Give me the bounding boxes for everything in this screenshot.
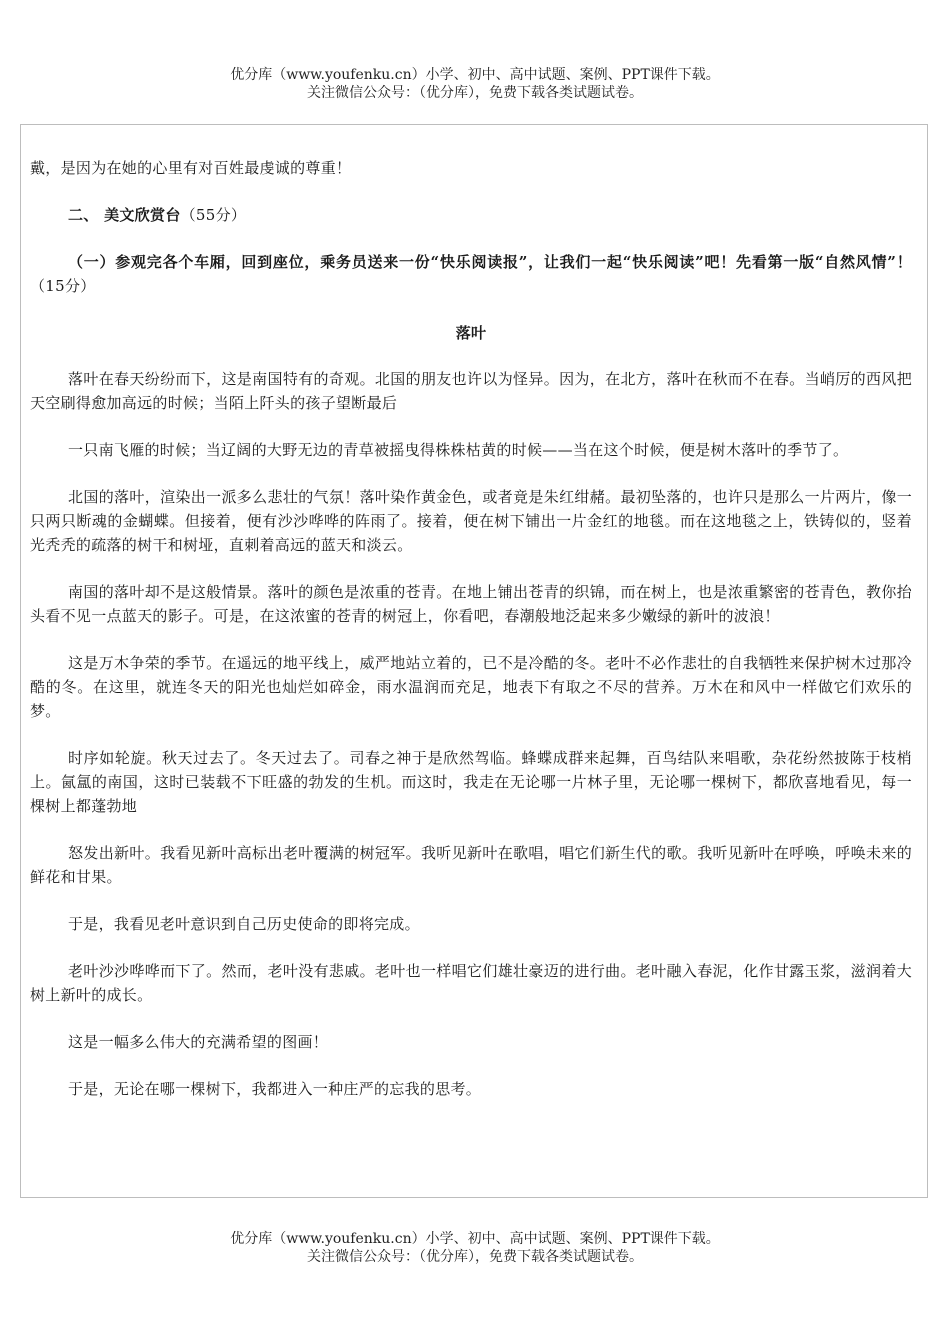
- paragraph: 时序如轮旋。秋天过去了。冬天过去了。司春之神于是欣然驾临。蜂蝶成群来起舞，百鸟结队来唱歌，杂花纷然披陈于枝梢上。氤氲的南国，这时已装载不下旺盛的勃发的生机。而这时，我走在无论哪一片林子里，无论哪一棵树下，都欣喜地看见，每一棵树上都蓬勃地: [30, 749, 912, 815]
- paragraph: 这是万木争荣的季节。在遥远的地平线上，威严地站立着的，已不是冷酷的冬。老叶不必作悲壮的自我牺牲来保护树木过那冷酷的冬。在这里，就连冬天的阳光也灿烂如碎金，雨水温润而充足，地表下有取之不尽的营养。万木在和风中一样做它们欢乐的梦。: [30, 654, 912, 720]
- header-line-2: 关注微信公众号：（优分库），免费下载各类试题试卷。: [307, 85, 643, 101]
- paragraph: 北国的落叶，渲染出一派多么悲壮的气氛！落叶染作黄金色，或者竟是朱红绀赭。最初坠落的，也许只是那么一片两片，像一只两只断魂的金蝴蝶。但接着，便有沙沙哗哗的阵雨了。接着，便在树下铺出一片金红的地毯。而在这地毯之上，铁铸似的，竖着光秃秃的疏落的树干和树垭，直刺着高远的蓝天和淡云。: [30, 488, 912, 554]
- paragraph: 这是一幅多么伟大的充满希望的图画！: [68, 1033, 329, 1051]
- section-heading-row: [30, 203, 912, 227]
- footer-line-2: 关注微信公众号：（优分库），免费下载各类试题试卷。: [307, 1249, 643, 1265]
- page-footer: [0, 1230, 950, 1266]
- paragraph: 南国的落叶却不是这般情景。落叶的颜色是浓重的苍青。在地上铺出苍青的织锦，而在树上，也是浓重繁密的苍青色，教你抬头看不见一点蓝天的影子。可是，在这浓蜜的苍青的树冠上，你看吧，春潮般地泛起来多少嫩绿的新叶的波浪！: [30, 583, 912, 625]
- part-instruction: （一）参观完各个车厢，回到座位，乘务员送来一份“快乐阅读报”，让我们一起“快乐阅读”吧！先看第一版“自然风情”！: [68, 253, 912, 271]
- paragraph: 落叶在春天纷纷而下，这是南国特有的奇观。北国的朋友也许以为怪异。因为，在北方，落叶在秋而不在春。当峭厉的西风把天空刷得愈加高远的时候；当陌上阡头的孩子望断最后: [30, 370, 912, 412]
- intro-tail: 戴，是因为在她的心里有对百姓最虔诚的尊重！: [30, 159, 352, 177]
- section-heading: 二、 美文欣赏台: [68, 206, 181, 224]
- paragraph: 于是，无论在哪一棵树下，我都进入一种庄严的忘我的思考。: [68, 1080, 482, 1098]
- page-header: [0, 66, 950, 102]
- paragraph: 一只南飞雁的时候；当辽阔的大野无边的青草被摇曳得株株枯黄的时候——当在这个时候，便是树木落叶的季节了。: [68, 441, 849, 459]
- part-score: （15分）: [30, 277, 96, 295]
- header-line-1: 优分库（www.youfenku.cn）小学、初中、高中试题、案例、PPT课件下载。: [230, 67, 720, 83]
- article-title: 落叶: [455, 324, 487, 342]
- paragraph: 怒发出新叶。我看见新叶高标出老叶覆满的树冠军。我听见新叶在歌唱，唱它们新生代的歌。我听见新叶在呼唤，呼唤未来的鲜花和甘果。: [30, 844, 912, 886]
- paragraph: 老叶沙沙哗哗而下了。然而，老叶没有悲戚。老叶也一样唱它们雄壮豪迈的进行曲。老叶融入春泥，化作甘露玉浆，滋润着大树上新叶的成长。: [30, 962, 912, 1004]
- part-instruction-row: [30, 250, 912, 298]
- section-score: （55分）: [180, 206, 247, 224]
- document-body: [30, 156, 912, 1124]
- footer-line-1: 优分库（www.youfenku.cn）小学、初中、高中试题、案例、PPT课件下载。: [230, 1231, 720, 1247]
- paragraph: 于是，我看见老叶意识到自己历史使命的即将完成。: [68, 915, 420, 933]
